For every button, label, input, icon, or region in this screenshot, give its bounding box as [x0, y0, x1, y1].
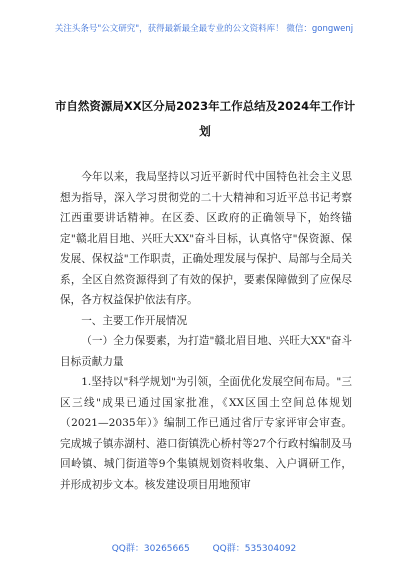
- document-body: [60, 167, 352, 495]
- paragraph-intro: 今年以来，我局坚持以习近平新时代中国特色社会主义思想为指导，深入学习贯彻党的二十大精神和习近平总书记考察江西重要讲话精神。在区委、区政府的正确领导下，始终锚定"赣北眉目地、兴旺大XX"奋斗目标，认真恪守"保资源、保发展、保权益"工作职责，正确处理发展与保护、局部与全局关系，全区自然资源得到了有效的保护，要素保障做到了应保尽保，各方权益保护依法有序。: [60, 171, 352, 306]
- header-banner: 关注头条号"公文研究"，获得最新最全最专业的公文资料库！ 微信：gongwenj: [54, 24, 354, 34]
- footer-qq-groups: [0, 541, 408, 554]
- footer-qq1: QQ群：30265665: [111, 544, 190, 554]
- footer-qq2: QQ群：535304092: [212, 544, 297, 554]
- paragraph-item-1: 1.坚持以"科学规划"为引领，全面优化发展空间布局。"三区三线"成果已通过国家批准，《XX区国土空间总体规划（2021—2035年）》编制工作已通过省厅专家评审会审查。完成城子镇赤湖村、港口街镇洗心桥村等27个行政村编制及马回岭镇、城门街道等9个集镇规划资料收集、入户调研工作，并形成初步文本。核发建设项目用地预审: [60, 376, 352, 491]
- document-title-line1: 市自然资源局XX区分局2023年工作总结及2024年工作计: [54, 99, 356, 113]
- subsection-heading: （一）全力保要素，为打造"赣北眉目地、兴旺大XX"奋斗目标贡献力量: [60, 335, 352, 368]
- section-heading: 一、主要工作开展情况: [81, 314, 188, 327]
- document-title-line2: 划: [199, 124, 211, 138]
